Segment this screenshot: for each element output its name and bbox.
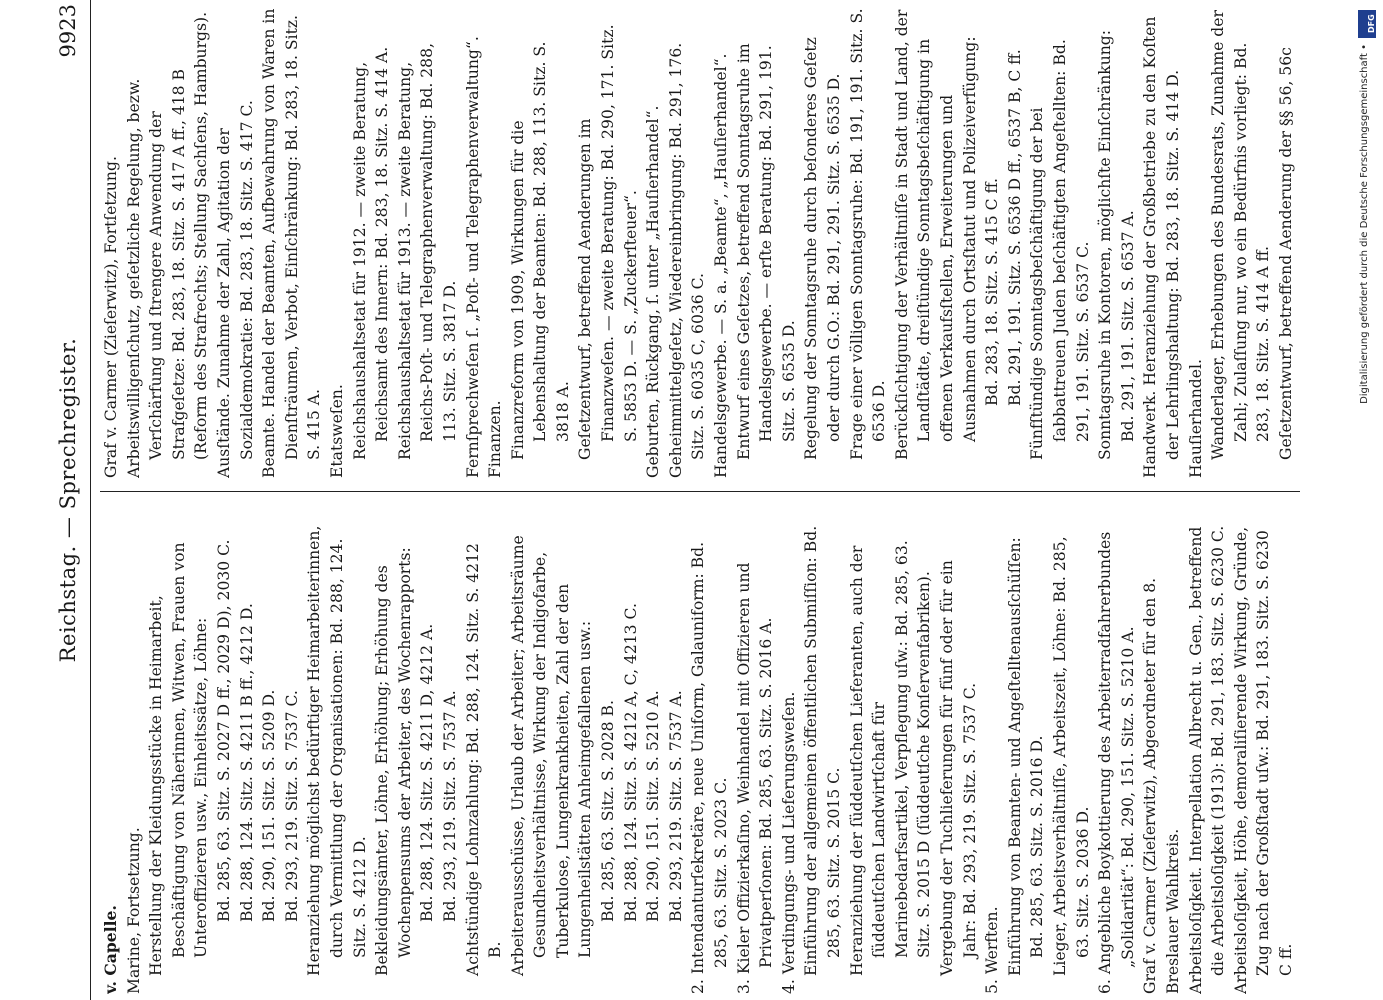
register-entry: Vergebung der Tuchlieferungen für fünf oder für ein Jahr: Bd. 293, 219. Sitz. S. 7537 C. <box>937 560 979 976</box>
register-entry: Fünfſtündige Sonntagsbeſchäftigung der bei ſabbattreuen Juden beſchäftigten Angeſtellten: Bd. 291, 191. Sitz. S. 6537 C. <box>1028 39 1092 460</box>
register-entry: Geſetzentwurf, betreffend Aenderungen im Finanzweſen. — zweite Beratung: Bd. 290, 171. Sitz. S. 5853 D. — S. „Zuckerſteuer“. <box>576 24 640 460</box>
register-entry: Hauſierhandel. <box>1186 359 1205 478</box>
page-title: Reichstag. — Sprechregister. <box>56 337 80 663</box>
register-entry: Fernſprechweſen ſ. „Poſt- und Telegraphenverwaltung“. <box>463 36 482 478</box>
register-entry: Graf v. Carmer (Zieſerwitz), Fortſetzung. <box>102 156 120 478</box>
register-entry: Marine, Fortsetzung. <box>124 827 143 994</box>
register-entry: Arbeitsloſigkeit. Interpellation Albrecht u. Gen., betreffend die Arbeitsloſigkeit (1913): Bd. 291, 183. Sitz. S. 6230 C. <box>1186 525 1228 994</box>
register-entry: Handwerk. Heranziehung der Großbetriebe zu den Koſten der Lehrlingshaltung: Bd. 283, 18. Sitz. S. 414 D. <box>1141 16 1182 478</box>
register-entry: Bd. 293, 219. Sitz. S. 7537 C. <box>282 690 301 922</box>
register-entry: Heranziehung möglichst bedürftiger Heimarbeiterinnen, durch Vermittlung der Organisationen: Bd. 288, 124. Sitz. S. 4212 D. <box>305 525 369 976</box>
register-entry <box>1297 524 1300 994</box>
register-entry: Bd. 293, 219. Sitz. S. 7537 A. <box>666 690 685 922</box>
register-entry: Beamte. Handel der Beamten, Aufbewahrung von Waren in Dienſträumen, Verbot, Einſchränkung: Bd. 283, 18. Sitz. S. 415 A. <box>260 8 324 478</box>
register-entry: Geſetzentwurf, betreffend Aenderung der §§ 56, 56c <box>1276 47 1295 460</box>
register-entry: 6. Angebliche Boykottierung des Arbeiterradfahrerbundes „Solidarität“: Bd. 290, 151. Sitz. S. 5210 A. <box>1096 531 1137 994</box>
rotated-page <box>38 0 1338 1000</box>
running-head <box>50 0 91 1000</box>
register-entry: Bekleidungsämter, Löhne, Erhöhung; Erhöhung des Wochenpensums der Arbeiter, des Wochenrapports: <box>373 547 414 976</box>
register-entry: Finanzreform von 1909, Wirkungen für die Lebenshaltung der Beamten: Bd. 288, 113. Sitz. S. 3818 A. <box>508 41 572 460</box>
register-entry: Reichshaushaltsetat für 1913. — zweite Beratung, Reichs-Poſt- und Telegraphenverwaltung: Bd. 288, 113. Sitz. S. 3817 D. <box>395 43 459 460</box>
register-entry: Bd. 288, 124. Sitz. S. 4211 B ff., 4212 D. <box>237 603 256 922</box>
register-entry: Arbeiterausschüsse, Urlaub der Arbeiter; Arbeitsräume Gesundheitsverhältnisse, Wirkung der Indigofarbe, Tuberkulose, Lungenkrankheiten, Zahl der den Lungenheilstätten Anheimgefallenen usw.: <box>508 535 595 976</box>
register-entry: Bd. 291, 191. Sitz. S. 6536 D ff., 6537 B, C ff. <box>1005 49 1024 406</box>
register-entry: 2. Intendanturſekretäre, neue Uniform, Galauniform: Bd. 285, 63. Sitz. S. 2023 C. <box>689 541 731 994</box>
register-entry: Bd. 290, 151. Sitz. S. 5209 D. <box>260 689 279 922</box>
register-entry: Bd. 293, 219. Sitz. S. 7537 A. <box>440 690 459 922</box>
register-entry: Etatsweſen. <box>327 384 346 478</box>
register-entry: Herstellung der Kleidungsstücke in Heimarbeit, Beschäftigung von Näherinnen, Witwen, Frauen von Unteroffizieren usw., Einheitssätze, Löhne: <box>147 542 211 976</box>
dfg-logo: DFG <box>1358 10 1376 38</box>
register-entry: Bd. 288, 124. Sitz. S. 4211 D, 4212 A. <box>418 623 437 922</box>
register-entry: Graf v. Carmer (Zieſerwitz), Abgeordneter für den 8. Breslauer Wahlkreis. <box>1141 577 1182 994</box>
right-column <box>100 8 1300 478</box>
register-entry: Bd. 283, 18. Sitz. S. 415 C ff. <box>983 178 1002 406</box>
watermark-text: Digitalisierung gefördert durch die Deutsche Forschungsgemeinschaft • <box>1359 44 1370 404</box>
register-entry: Arbeitsloſigkeit, Höhe, demoraliſierende Wirkung, Gründe, Zug nach der Großſtadt uſw.: Bd. 291, 183. Sitz. S. 6230 C ff. <box>1231 526 1295 994</box>
register-entry: 3. Kieler Offizierkaſino, Weinhandel mit Offizieren und Privatperſonen: Bd. 285, 63. Sitz. S. 2016 A. <box>734 562 776 994</box>
register-entry: Sonntagsruhe in Kontoren, möglichſte Einſchränkung: Bd. 291, 191. Sitz. S. 6537 A. <box>1096 29 1137 460</box>
register-entry: Geburten, Rückgang, ſ. unter „Hauſierhandel“. <box>644 105 663 478</box>
register-entry: Bd. 285, 63. Sitz. S. 2028 B. <box>599 700 618 922</box>
column-divider <box>100 491 1300 492</box>
digitization-watermark <box>1355 6 1381 996</box>
register-entry: Bd. 288, 124. Sitz. S. 4212 A, C, 4213 C. <box>621 603 640 922</box>
register-entry: Arbeitswilligenſchutz, geſetzliche Regelung, bezw. Verſchärfung und ſtrengere Anwendung der Strafgeſetze: Bd. 283, 18. Sitz. S. 417 A ff., 418 B (Reform des Strafrechts; Stellung Sachſens, Hamburgs). <box>124 11 211 478</box>
register-entry: Reichshaushaltsetat für 1912. — zweite Beratung, Reichsamt des Innern: Bd. 283, 18. Sitz. S. 414 A. <box>350 46 392 460</box>
left-column <box>100 524 1300 994</box>
register-entry: Frage einer völligen Sonntagsruhe: Bd. 191, 191. Sitz. S. 6536 D. <box>847 8 889 460</box>
register-entry: Wanderlager, Erhebungen des Bundesrats, Zunahme der Zahl; Zulaſſung nur, wo ein Bedürfnis vorliegt: Bd. 283, 18. Sitz. S. 414 A ff. <box>1209 10 1273 460</box>
register-entry: Regelung der Sonntagsruhe durch beſonderes Geſetz oder durch G.O.: Bd. 291, 291. Sitz. S. 6535 D. <box>802 37 843 460</box>
register-entry: Entwurf eines Geſetzes, betreffend Sonntagsruhe im Handelsgewerbe. — erſte Beratung: Bd. 291, 191. Sitz. S. 6535 D. <box>734 43 798 460</box>
register-entry: Bd. 290, 151. Sitz. S. 5210 A. <box>644 690 663 922</box>
page-number: 9923 <box>56 4 80 58</box>
register-entry: 5. Werften. <box>983 906 1002 994</box>
register-entry: Berückſichtigung der Verhältniſſe in Stadt und Land, der Landſtädte, dreiſtündige Sonntagsbeſchäftigung in offenen Verkaufsſtellen, Erweiterungen und Ausnahmen durch Ortsſtatut und Polizeiverfügung: <box>892 9 979 460</box>
register-entry: Ausſtände. Zunahme der Zahl, Agitation der Sozialdemokratie: Bd. 283, 18. Sitz. S. 417 C. <box>214 100 256 478</box>
register-entry: Einführung von Beamten- und Angeſtelltenausſchüſſen: Bd. 285, 63. Sitz. S. 2016 D. <box>1005 537 1047 976</box>
register-entry: Geheimmittelgeſetz, Wiedereinbringung: Bd. 291, 176. Sitz. S. 6035 C, 6036 C. <box>666 42 708 478</box>
register-entry: Achtstündige Lohnzahlung: Bd. 288, 124. Sitz. S. 4212 B. <box>463 543 505 976</box>
register-entry: Einführung der allgemeinen öffentlichen Submiſſion: Bd. 285, 63. Sitz. S. 2015 C. <box>802 525 843 976</box>
register-entry: 4. Verdingungs- und Lieferungsweſen. <box>779 691 798 994</box>
register-entry: Handelsgewerbe. — S. a. „Beamte“, „Hauſierhandel“. <box>712 53 731 478</box>
register-entry: Finanzen. <box>486 400 505 478</box>
register-entry: Bd. 285, 63. Sitz. S. 2027 D ff., 2029 D), 2030 C. <box>214 539 233 922</box>
register-entry: Heranziehung der ſüddeutſchen Lieferanten, auch der ſüddeutſchen Landwirtſchaft für Marinebedarfsartikel, Verpflegung uſw.: Bd. 285, 63. Sitz. S. 2015 D (ſüddeutſche Konſervenfabriken). <box>847 540 934 976</box>
register-entry: v. Capelle. <box>101 905 120 994</box>
register-entry: Lieger, Arbeitsverhältniſſe, Arbeitszeit, Löhne: Bd. 285, 63. Sitz. S. 2036 D. <box>1050 536 1092 976</box>
